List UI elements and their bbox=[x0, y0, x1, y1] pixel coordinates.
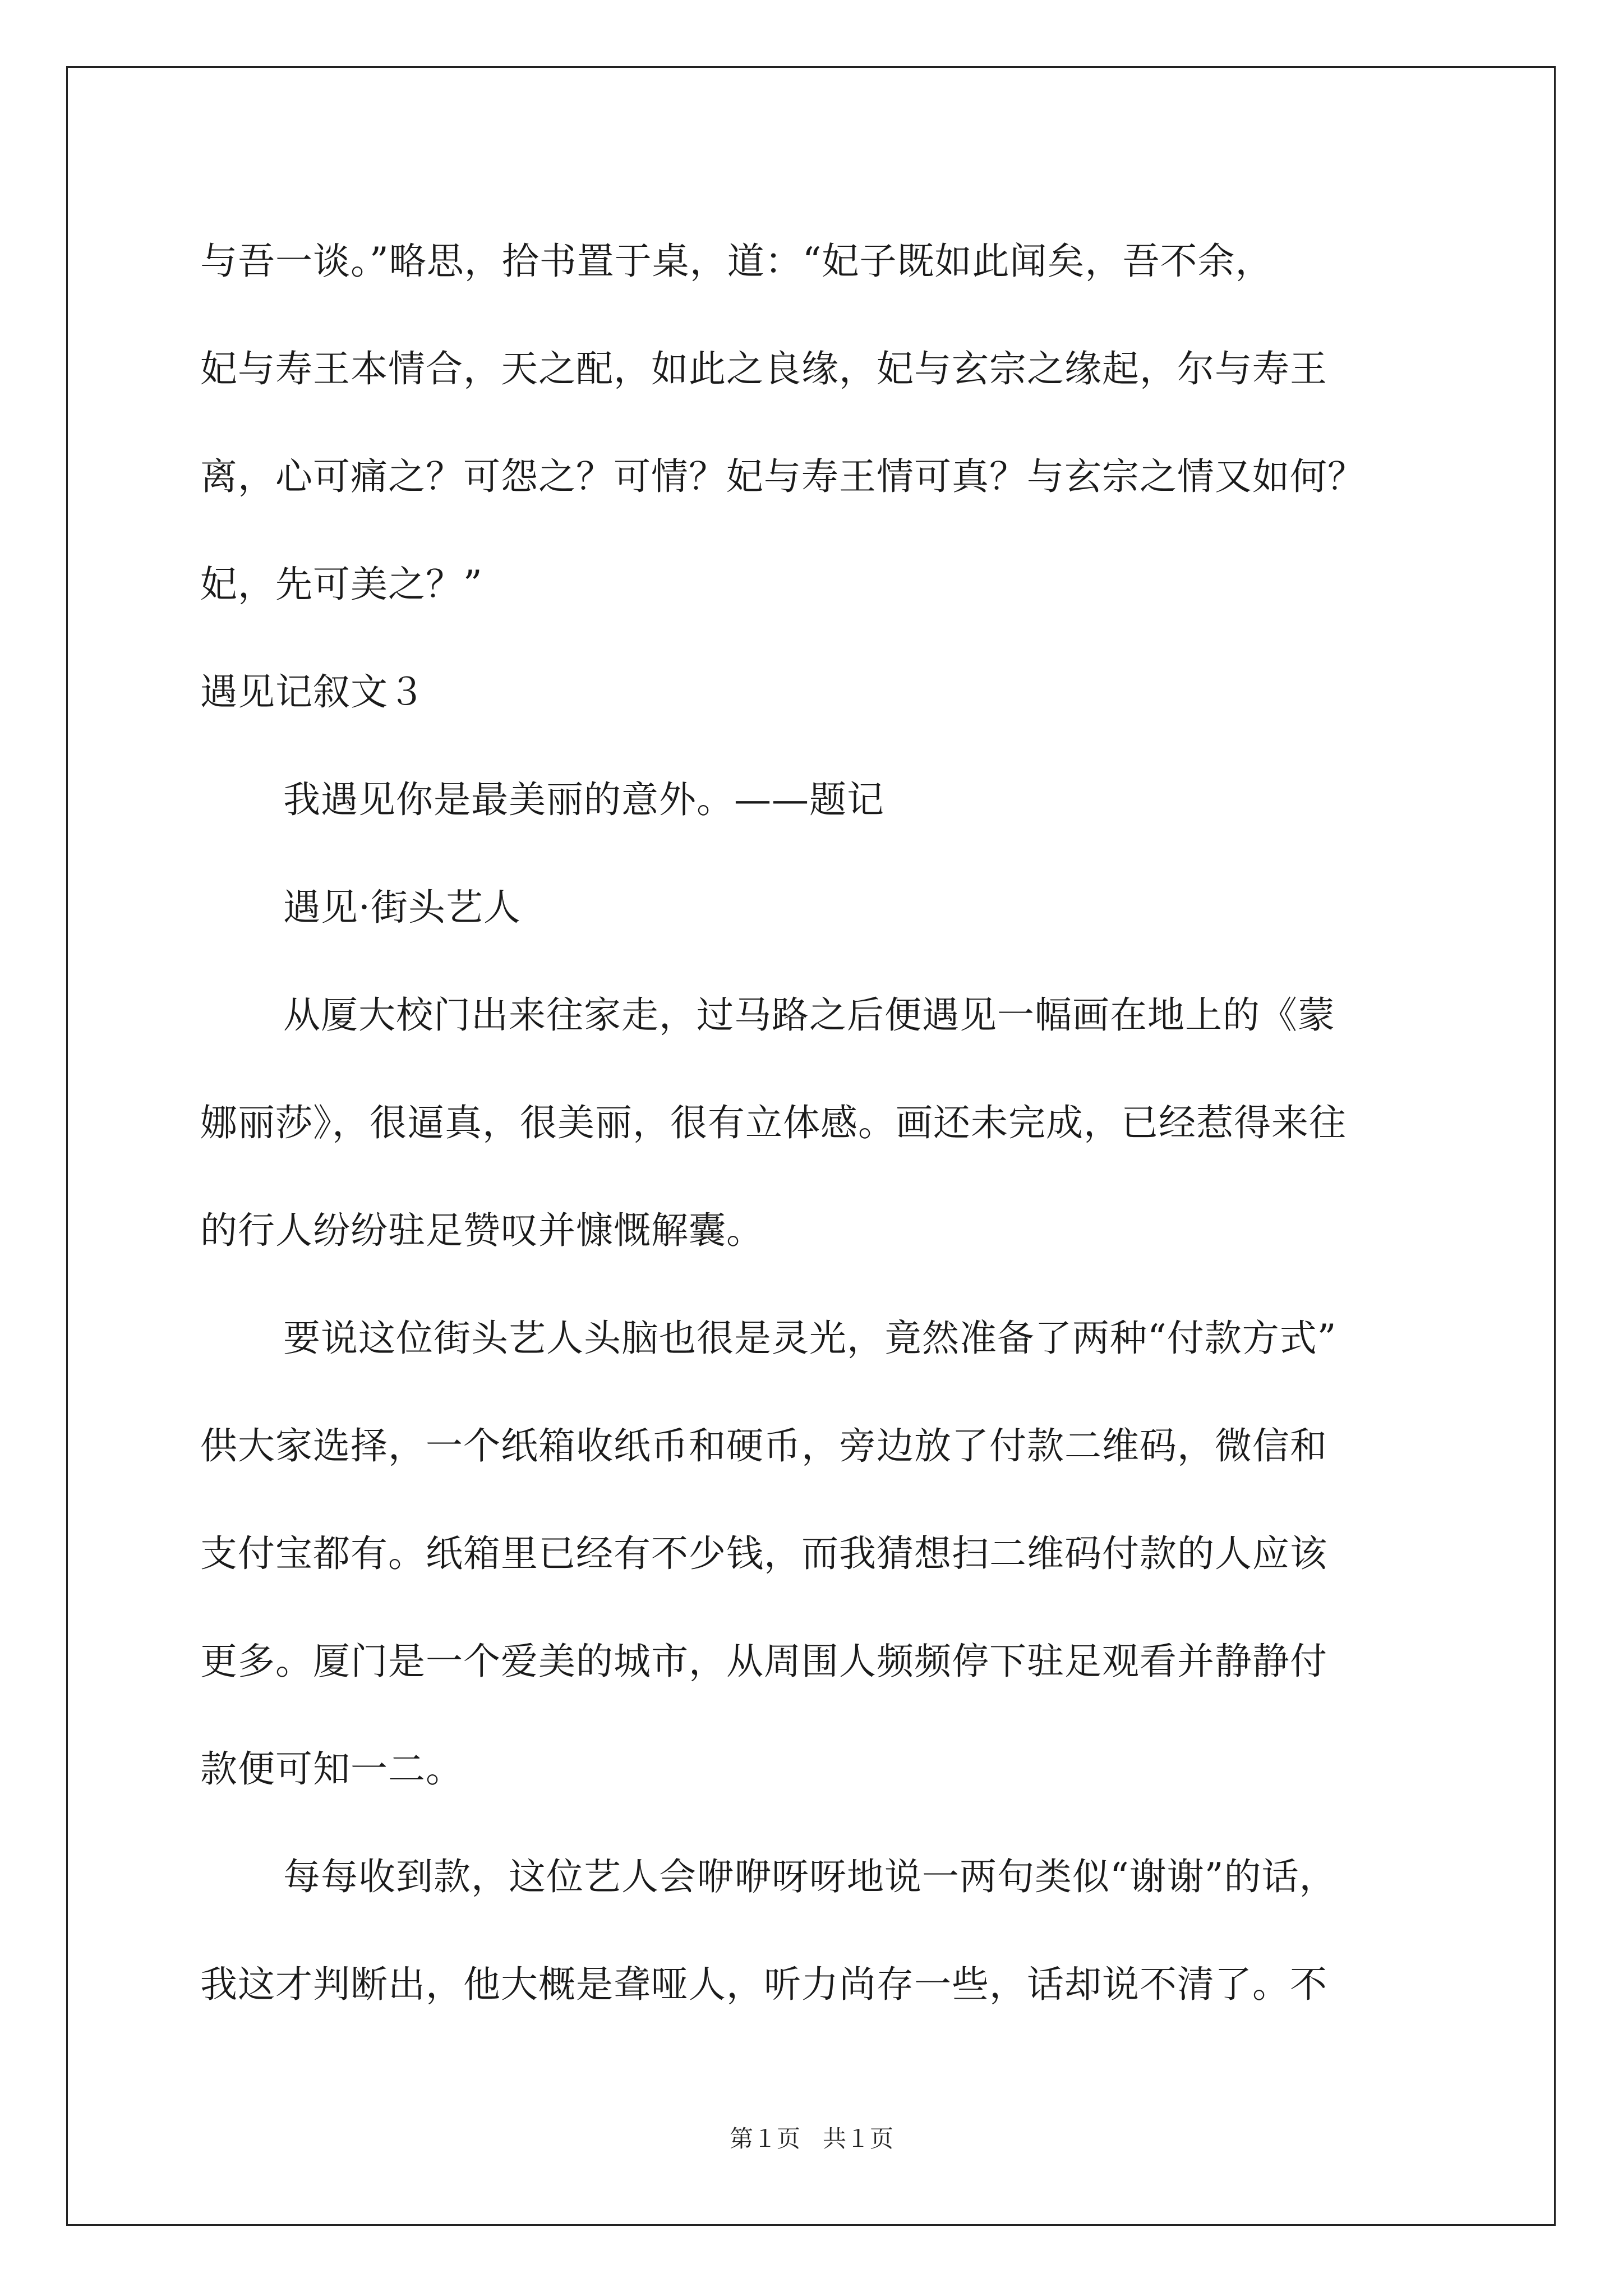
text-line: 从厦大校门出来往家走，过马路之后便遇见一幅画在地上的《蒙 bbox=[283, 993, 1335, 1037]
text-line: 妃，先可美之？” bbox=[200, 563, 483, 606]
text-line: 遇见·街头艺人 bbox=[283, 886, 521, 929]
section-heading: 遇见记叙文３ bbox=[200, 670, 426, 714]
document-body bbox=[200, 208, 1431, 2039]
page-footer bbox=[0, 2120, 1623, 2154]
text-line: 的行人纷纷驻足赞叹并慷慨解囊。 bbox=[200, 1209, 764, 1252]
page-total: 共１页 bbox=[823, 2125, 894, 2152]
text-line: 更多。厦门是一个爱美的城市，从周围人频频停下驻足观看并静静付 bbox=[200, 1640, 1327, 1683]
text-line: 支付宝都有。纸箱里已经有不少钱，而我猜想扫二维码付款的人应该 bbox=[200, 1532, 1327, 1575]
page-number: 第１页 bbox=[729, 2125, 800, 2152]
text-line: 供大家选择，一个纸箱收纸币和硬币，旁边放了付款二维码，微信和 bbox=[200, 1424, 1327, 1467]
text-line: 我遇见你是最美丽的意外。——题记 bbox=[283, 778, 884, 821]
text-line: 每每收到款，这位艺人会咿咿呀呀地说一两句类似“谢谢”的话， bbox=[283, 1855, 1337, 1898]
text-line: 要说这位街头艺人头脑也很是灵光，竟然准备了两种“付款方式” bbox=[283, 1317, 1337, 1360]
text-line: 我这才判断出，他大概是聋哑人，听力尚存一些，话却说不清了。不 bbox=[200, 1963, 1327, 2006]
text-line: 款便可知一二。 bbox=[200, 1747, 463, 1791]
text-line: 离，心可痛之？可怨之？可情？妃与寿王情可真？与玄宗之情又如何？ bbox=[200, 455, 1365, 498]
text-line: 娜丽莎》，很逼真，很美丽，很有立体感。画还未完成，已经惹得来往 bbox=[200, 1101, 1347, 1144]
text-line: 与吾一谈。”略思，拾书置于桌，道：“妃子既如此闻矣，吾不余， bbox=[200, 240, 1273, 283]
text-line: 妃与寿王本情合，天之配，如此之良缘，妃与玄宗之缘起，尔与寿王 bbox=[200, 347, 1327, 390]
